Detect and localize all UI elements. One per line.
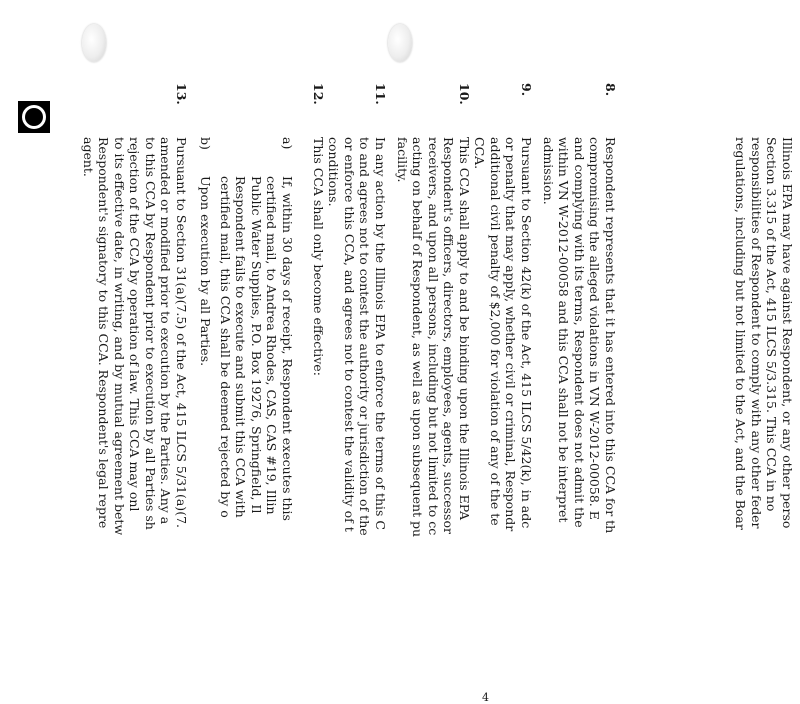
text-line: or penalty that may apply, whether civil or criminal, Respondr xyxy=(503,137,519,532)
text-line: to its effective date, in writing, and by mutual agreement betw xyxy=(112,137,127,536)
text-line: Respondent represents that it has entered into this CCA for th xyxy=(603,137,618,534)
text-line: Respondent's officers, directors, employees, agents, successor xyxy=(441,137,457,534)
text-line: facility. xyxy=(395,137,410,183)
text-line: regulations, including but not limited to the Act, and the Boar xyxy=(733,137,749,530)
text-line: If, within 30 days of receipt, Respondent executes this xyxy=(280,176,295,521)
text-line: In any action by the Illinois EPA to enforce the terms of this C xyxy=(373,137,388,530)
text-line: conditions. xyxy=(326,137,342,207)
text-line: agent. xyxy=(81,137,96,177)
text-line: additional civil penalty of $2,000 for violation of any of the te xyxy=(488,137,503,526)
text-line: or enforce this CCA, and agrees not to contest the validity of t xyxy=(342,137,357,532)
text-line: compromising the alleged violations in VN W-2012-00058. E xyxy=(587,137,603,520)
item-number-8: 8. xyxy=(603,83,618,97)
text-line: Respondent's signatory to this CCA. Respondent's legal repre xyxy=(96,137,112,529)
text-line: rejection of the CCA by operation of law. This CCA may onl xyxy=(127,137,143,512)
item-number-10: 10. xyxy=(457,83,472,105)
text-line: Pursuant to Section 31(a)(7.5) of the Act, 415 ILCS 5/31(a)(7. xyxy=(174,137,189,528)
text-line: Pursuant to Section 42(k) of the Act, 415 ILCS 5/42(k), in adc xyxy=(519,137,534,529)
text-line: receivers, and upon all persons, including but not limited to cc xyxy=(426,137,441,536)
text-line: Respondent fails to execute and submit this CCA with xyxy=(233,176,249,518)
text-line: certified mail, this CCA shall be deemed rejected by o xyxy=(218,176,233,518)
text-line: This CCA shall only become effective: xyxy=(311,137,326,376)
subitem-label-b: b) xyxy=(198,137,213,150)
text-line: certified mail, to Andrea Rhodes, CAS, CAS #19, Illin xyxy=(264,176,280,515)
text-line: Public Water Supplies, P.O. Box 19276, Springfield, Il xyxy=(249,176,264,514)
text-line: to and agrees not to contest the authority or jurisdiction of the xyxy=(357,137,373,536)
subitem-label-a: a) xyxy=(280,137,295,150)
text-line: responsibilities of Respondent to comply with any other feder xyxy=(749,137,764,529)
text-line: Illinois EPA may have against Respondent, or any other perso xyxy=(780,137,795,529)
text-line: CCA. xyxy=(472,137,488,170)
item-number-11: 11. xyxy=(373,83,388,105)
paragraph-13 xyxy=(81,137,190,617)
text-line: Upon execution by all Parties. xyxy=(198,176,213,367)
text-line: and complying with its terms, Respondent does not admit the xyxy=(572,137,587,528)
text-line: within VN W-2012-00058 and this CCA shall not be interpret xyxy=(556,137,572,523)
page-number: 4 xyxy=(482,691,489,704)
item-number-12: 12. xyxy=(311,83,326,105)
text-line: Section 3.315 of the Act, 415 ILCS 5/3.315. This CCA in no xyxy=(764,137,780,512)
text-line: admission. xyxy=(541,137,556,205)
text-line: acting on behalf of Respondent, as well as upon subsequent pu xyxy=(410,137,426,538)
text-line: to this CCA by Respondent prior to execution by all Parties sh xyxy=(143,137,158,530)
text-line: amended or modified prior to execution by the Parties. Any a xyxy=(158,137,174,525)
item-number-9: 9. xyxy=(519,83,534,97)
text-line: This CCA shall apply to and be binding upon the Illinois EPA xyxy=(457,137,472,521)
item-number-13-label: 13. xyxy=(174,83,189,105)
